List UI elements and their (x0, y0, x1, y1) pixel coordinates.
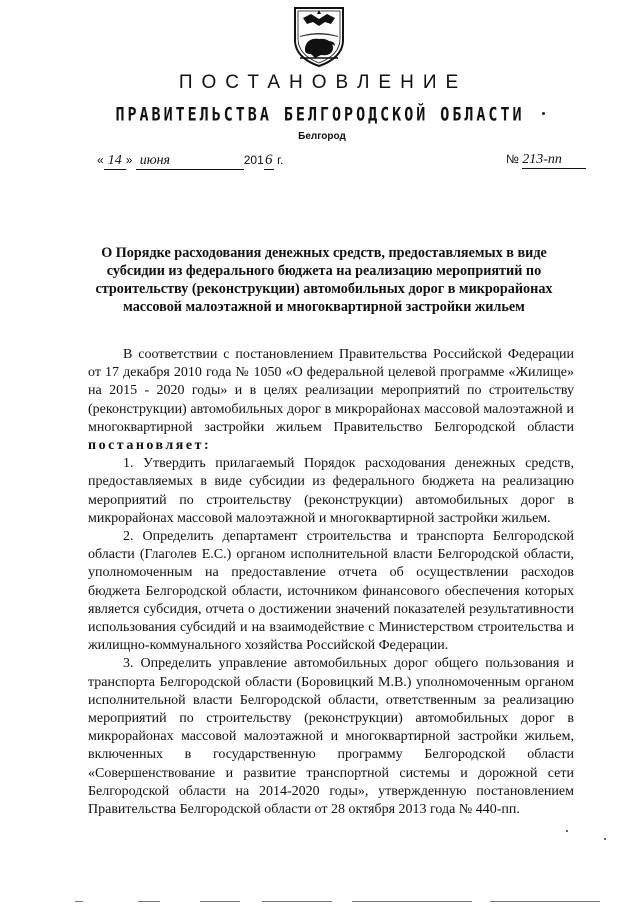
list-item: 1. Утвердить прилагаемый Порядок расходования денежных средств, предоставляемых в виде субсидии из федерального бюджета на реализацию мероприятий по строительству (реконструкции) автомобильных дорог в микрорайонах массовой малоэтажной и многоквартирной застройки жильем. (88, 456, 574, 526)
date-close-quote: » (125, 153, 133, 167)
issuing-authority-heading: ПРАВИТЕЛЬСТВА БЕЛГОРОДСКОЙ ОБЛАСТИ (115, 103, 525, 126)
ink-dot (604, 838, 606, 840)
city-name: Белгород (298, 131, 346, 142)
preamble-text: В соответствии с постановлением Правительства Российской Федерации от 17 декабря 2010 года № 1050 «О федеральной целевой программе «Жилище» на 2015 - 2020 годы» и в целях реализации мероприятий по строительству (реконструкции) автомобильных дорог в микрорайонах массовой малоэтажной и многоквартирной застройки жильем Правительство Белгородской области (88, 347, 574, 435)
list-item: 2. Определить департамент строительства и транспорта Белгородской области (Глаголев Е.С.) органом исполнительной власти Белгородской области, уполномоченным на предоставление отчета об осуществлении расходов бюджета Белгородской области, источником финансового обеспечения которых является субсидия, отчета о достижении значений показателей результативности использования субсидий и на взаимодействие с Министерством строительства и жилищно-коммунального хозяйства Российской Федерации. (88, 529, 574, 654)
number-value: 213-пп (522, 152, 586, 169)
date-year-suffix: 6 (265, 152, 273, 168)
decree-date (97, 152, 283, 170)
document-title: О Порядке расходования денежных средств, предоставляемых в виде субсидии из федерального бюджета на реализацию мероприятий по строительству (реконструкции) автомобильных дорог в микрорайонах массовой малоэтажной и многоквартирной застройки жильем (95, 245, 553, 315)
document-body (88, 346, 574, 819)
date-month: июня (136, 153, 244, 170)
preamble-paragraph (88, 346, 574, 455)
page-bottom-scan-marks (0, 897, 640, 905)
decree-word: постановляет: (88, 438, 212, 454)
ink-dot (566, 830, 568, 832)
belgorod-coat-of-arms-icon (291, 6, 347, 68)
date-year-prefix: 201 (243, 153, 264, 167)
document-type-heading: ПОСТАНОВЛЕНИЕ (178, 72, 468, 93)
date-open-quote: « (97, 153, 104, 167)
date-year-unit: г. (277, 153, 284, 167)
ink-dot (542, 112, 545, 115)
decree-number (506, 152, 586, 169)
number-label: № (506, 152, 519, 166)
list-item: 3. Определить управление автомобильных дорог общего пользования и транспорта Белгородской области (Боровицкий М.В.) уполномоченным органом исполнительной власти Белгородской области, ответственным за реализацию мероприятий по строительству (реконструкции) автомобильных дорог в микрорайонах массовой малоэтажной и многоквартирной застройки жильем, включенных в государственную программу Белгородской области «Совершенствование и развитие транспортной системы и дорожной сети Белгородской области на 2014-2020 годы», утвержденную постановлением Правительства Белгородской области от 28 октября 2013 года № 440-пп. (88, 656, 574, 818)
date-day: 14 (104, 153, 126, 170)
